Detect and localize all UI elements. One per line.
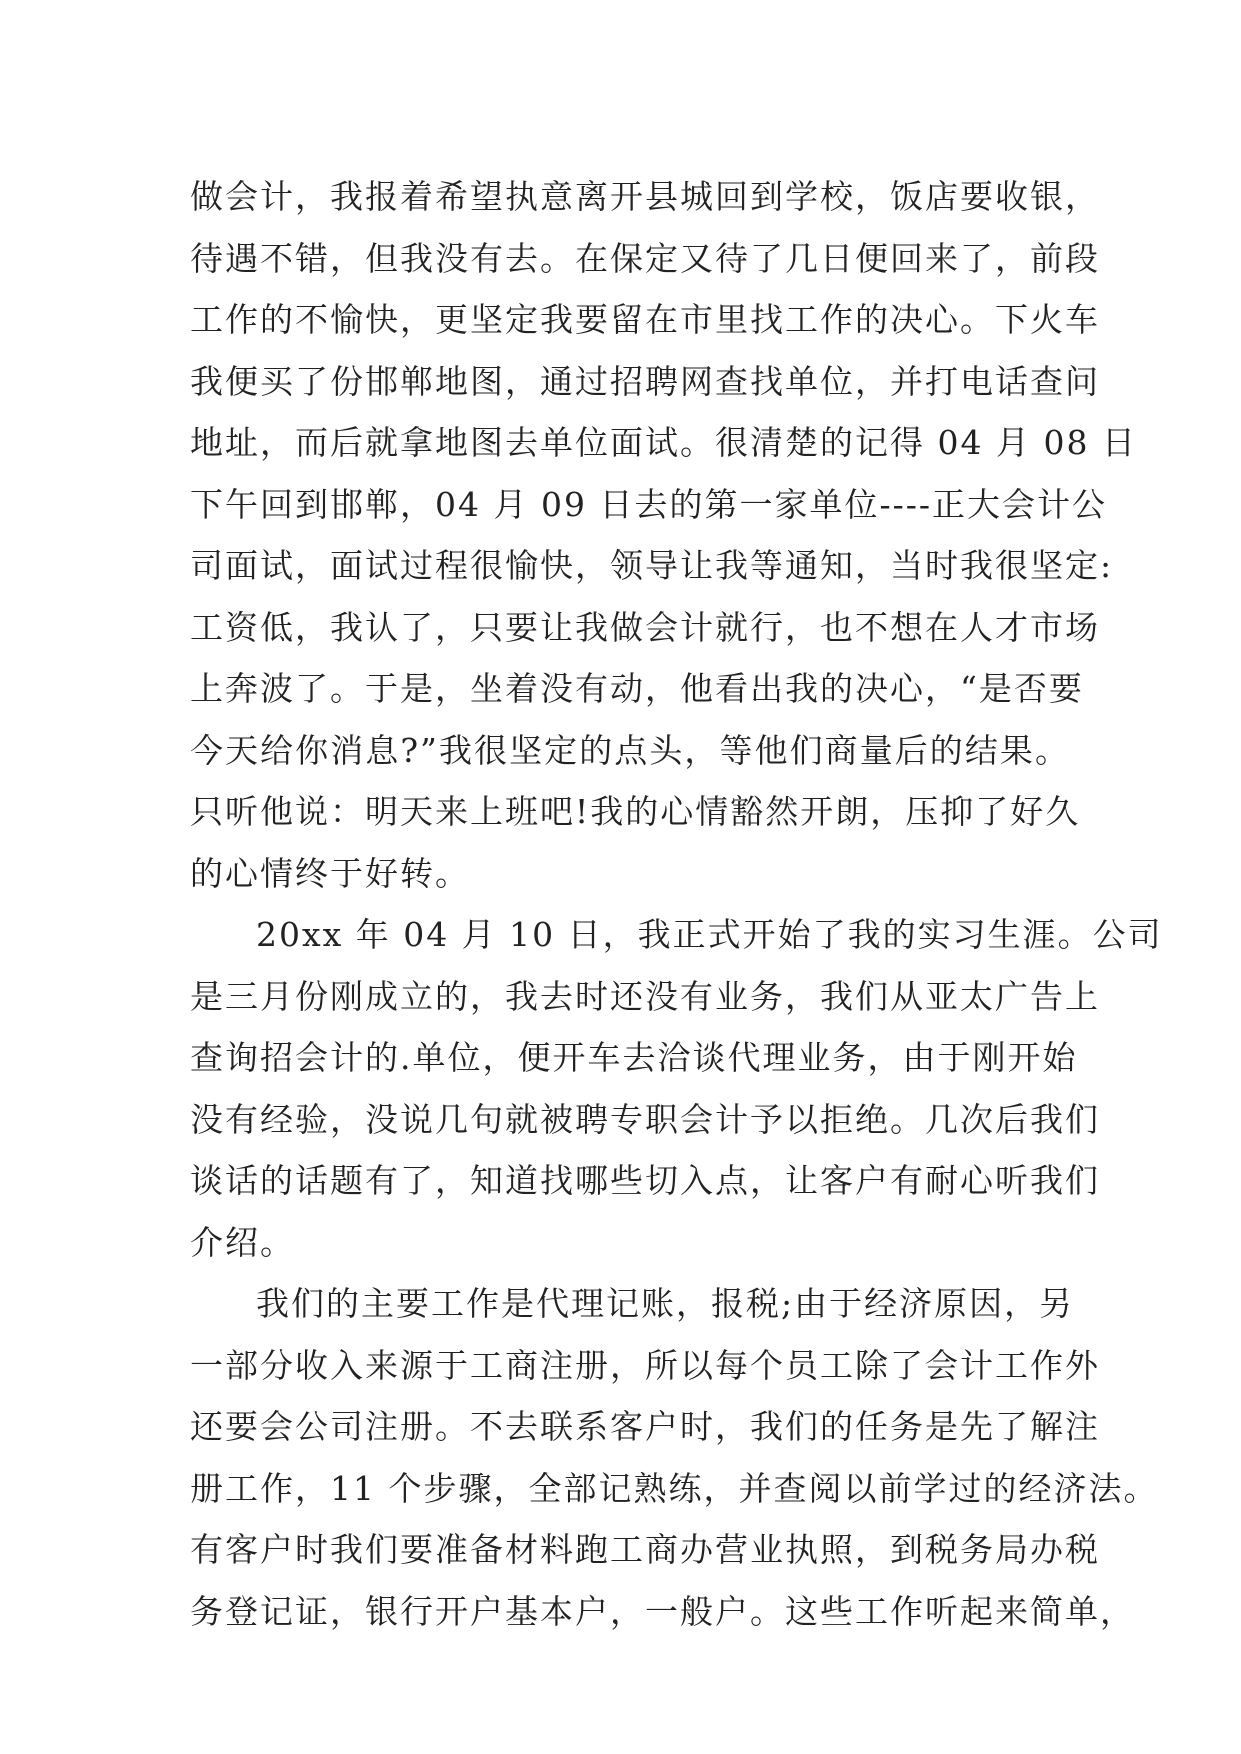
text-line: 没有经验，没说几句就被聘专职会计予以拒绝。几次后我们 [190,1099,1100,1139]
text-line: 务登记证，银行开户基本户，一般户。这些工作听起来简单， [190,1591,1135,1631]
text-line: 我便买了份邯郸地图，通过招聘网查找单位，并打电话查问 [190,361,1100,401]
text-line: 一部分收入来源于工商注册，所以每个员工除了会计工作外 [190,1345,1100,1385]
text-line: 下午回到邯郸，04 月 09 日去的第一家单位----正大会计公 [190,484,1108,524]
text-line: 只听他说：明天来上班吧!我的心情豁然开朗，压抑了好久 [190,792,1081,831]
text-line: 做会计，我报着希望执意离开县城回到学校，饭店要收银， [190,177,1100,216]
text-line: 介绍。 [190,1222,295,1262]
text-line: 工作的不愉快，更坚定我要留在市里找工作的决心。下火车 [190,300,1100,339]
text-line: 司面试，面试过程很愉快，领导让我等通知，当时我很坚定: [190,546,1114,585]
text-line: 我们的主要工作是代理记账，报税;由于经济原因，另 [256,1284,1075,1323]
text-line: 地址，而后就拿地图去单位面试。很清楚的记得 04 月 08 日 [190,423,1137,462]
paragraph-1 [190,166,1137,904]
document-body [190,166,1163,1642]
text-line: 还要会公司注册。不去联系客户时，我们的任务是先了解注 [190,1407,1100,1446]
text-line: 20xx 年 04 月 10 日，我正式开始了我的实习生涯。公司 [256,915,1163,954]
text-line: 册工作，11 个步骤，全部记熟练，并查阅以前学过的经济法。 [190,1468,1159,1508]
text-line: 工资低，我认了，只要让我做会计就行，也不想在人才市场 [190,607,1100,647]
text-line: 谈话的话题有了，知道找哪些切入点，让客户有耐心听我们 [190,1161,1100,1200]
text-line: 有客户时我们要准备材料跑工商办营业执照，到税务局办税 [190,1530,1100,1569]
paragraph-2 [190,904,1163,1273]
text-line: 是三月份刚成立的，我去时还没有业务，我们从亚太广告上 [190,976,1100,1016]
text-line: 查询招会计的.单位，便开车去洽谈代理业务，由于刚开始 [190,1038,1078,1077]
text-line: 的心情终于好转。 [190,853,470,893]
text-line: 上奔波了。于是，坐着没有动，他看出我的决心，“是否要 [190,669,1084,708]
paragraph-3 [190,1273,1159,1642]
text-line: 今天给你消息?”我很坚定的点头，等他们商量后的结果。 [190,730,1070,770]
text-line: 待遇不错，但我没有去。在保定又待了几日便回来了，前段 [190,238,1100,278]
